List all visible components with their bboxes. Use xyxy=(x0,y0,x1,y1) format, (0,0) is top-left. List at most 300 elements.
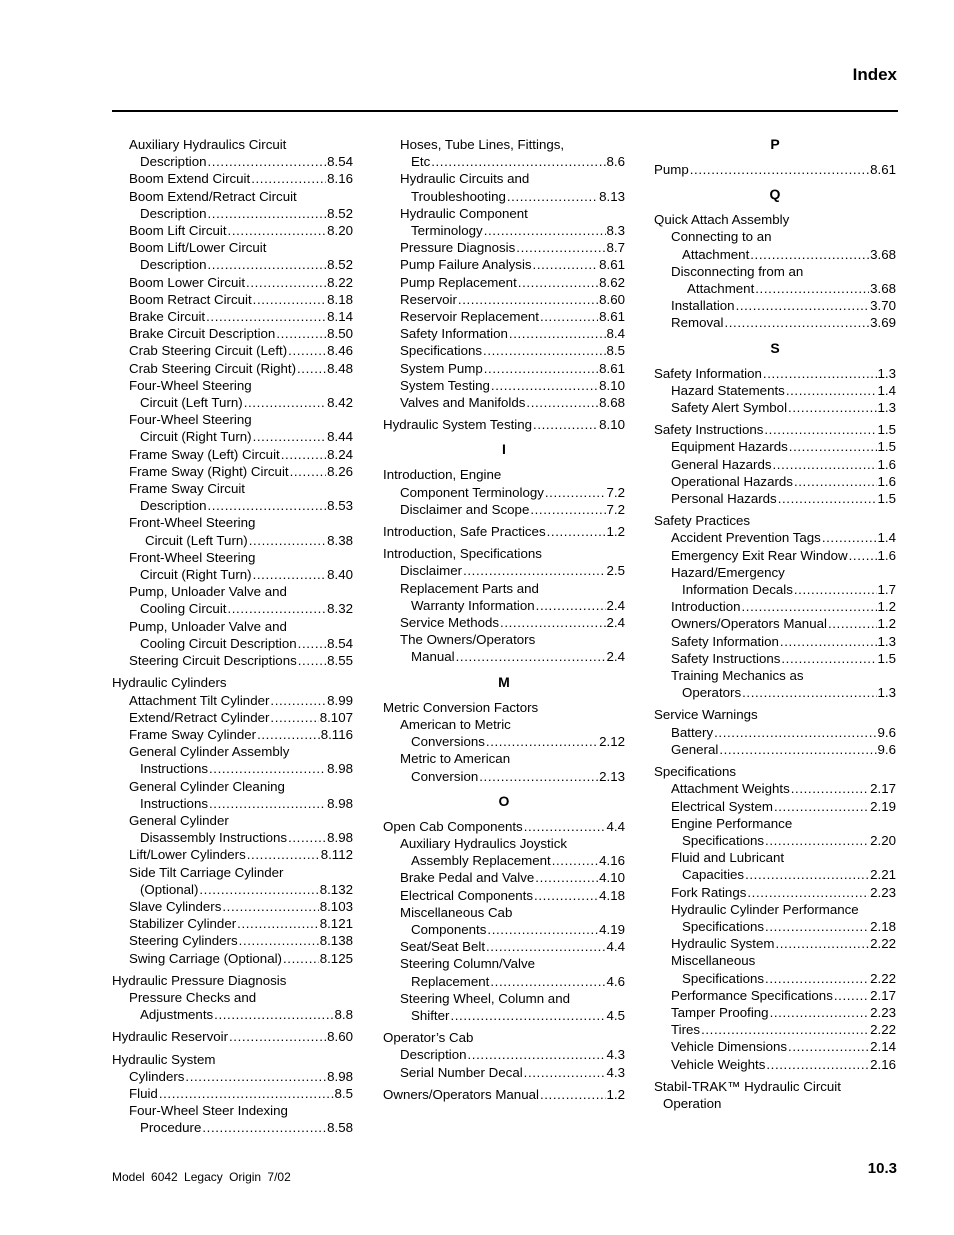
dot-leader xyxy=(536,597,606,614)
index-entry-page: 8.98 xyxy=(327,795,353,811)
index-entry-term: General xyxy=(671,741,719,757)
index-entry-term: Hydraulic Circuits and xyxy=(400,171,530,187)
index-entry xyxy=(383,631,625,648)
dot-leader xyxy=(780,633,877,650)
index-entry xyxy=(654,741,896,758)
dot-leader xyxy=(701,1021,869,1038)
index-entry-term: Hazard/Emergency xyxy=(671,564,785,580)
index-entry-term: Disclaimer xyxy=(400,563,463,579)
index-entry-term: Instructions xyxy=(140,795,208,811)
index-entry xyxy=(112,618,353,635)
index-entry-term: Troubleshooting xyxy=(411,188,506,204)
index-entry xyxy=(654,564,896,581)
index-entry-page: 8.61 xyxy=(599,257,625,273)
dot-leader xyxy=(745,866,869,883)
dot-leader xyxy=(209,795,326,812)
index-entry-page: 8.116 xyxy=(320,726,353,742)
dot-leader xyxy=(794,473,877,490)
index-entry-page: 8.98 xyxy=(327,830,353,846)
dot-leader xyxy=(253,566,327,583)
index-entry-term: Battery xyxy=(671,724,714,740)
dot-leader xyxy=(552,852,598,869)
index-entry-page: 2.16 xyxy=(870,1056,896,1072)
index-entry-page: 1.2 xyxy=(877,616,896,632)
index-entry-page: 3.70 xyxy=(870,298,896,314)
index-entry-term: Cylinders xyxy=(129,1068,185,1084)
index-entry-term: Component Terminology xyxy=(400,484,544,500)
index-entry xyxy=(383,699,625,716)
index-entry-term: Frame Sway (Right) Circuit xyxy=(129,463,289,479)
index-entry-page: 8.54 xyxy=(327,635,353,651)
dot-leader xyxy=(507,188,598,205)
index-entry-page: 8.3 xyxy=(606,223,625,239)
index-entry-page: 1.6 xyxy=(877,456,896,472)
index-entry-page: 8.121 xyxy=(319,916,353,932)
dot-leader xyxy=(741,598,876,615)
dot-leader xyxy=(500,614,605,631)
index-entry xyxy=(383,153,625,170)
index-entry-page: 2.12 xyxy=(599,734,625,750)
dot-leader xyxy=(774,798,869,815)
index-entry-page: 8.18 xyxy=(327,291,353,307)
index-entry-page: 4.4 xyxy=(606,818,625,834)
index-entry-term: Safety Instructions xyxy=(654,422,764,438)
index-entry-term: Hydraulic Pressure Diagnosis xyxy=(112,972,287,988)
dot-leader xyxy=(766,1056,869,1073)
index-entry-term: Lift/Lower Cylinders xyxy=(129,847,246,863)
index-entry-term: Circuit (Right Turn) xyxy=(140,429,252,445)
index-entry xyxy=(654,633,896,650)
index-entry xyxy=(654,935,896,952)
dot-leader xyxy=(283,950,319,967)
index-entry-page: 3.68 xyxy=(870,281,896,297)
index-entry-term: Operators xyxy=(682,685,742,701)
index-entry-page: 8.16 xyxy=(327,171,353,187)
index-entry-term: Safety Practices xyxy=(654,513,751,529)
index-entry-term: Pressure Checks and xyxy=(129,989,257,1005)
dot-leader xyxy=(237,915,319,932)
dot-leader xyxy=(518,274,598,291)
index-entry xyxy=(383,750,625,767)
index-entry-term: Description xyxy=(140,154,207,170)
index-entry-term: System Testing xyxy=(400,377,490,393)
index-entry xyxy=(112,205,353,222)
index-entry-term: Description xyxy=(140,498,207,514)
dot-leader xyxy=(253,428,327,445)
section-letter: O xyxy=(498,792,510,809)
index-entry xyxy=(383,597,625,614)
index-entry-term: Reservoir xyxy=(400,291,457,307)
index-entry-page: 4.16 xyxy=(599,853,625,869)
index-entry-page: 8.52 xyxy=(327,257,353,273)
index-entry-page: 1.6 xyxy=(877,547,896,563)
dot-leader xyxy=(773,456,877,473)
index-entry xyxy=(112,377,353,394)
index-entry-term: Slave Cylinders xyxy=(129,898,222,914)
index-entry-page: 8.98 xyxy=(327,1068,353,1084)
index-entry xyxy=(654,884,896,901)
index-entry-page: 1.7 xyxy=(877,582,896,598)
index-entry xyxy=(383,325,625,342)
dot-leader xyxy=(484,222,606,239)
index-entry-term: Four-Wheel Steering xyxy=(129,412,252,428)
dot-leader xyxy=(483,342,605,359)
index-entry-term: Introduction, Safe Practices xyxy=(383,524,546,540)
index-entry xyxy=(112,291,353,308)
dot-leader xyxy=(458,291,598,308)
index-entry xyxy=(654,211,896,228)
index-entry xyxy=(654,382,896,399)
index-entry-page: 8.14 xyxy=(327,309,353,325)
index-entry-term: Specifications xyxy=(654,764,737,780)
index-entry-term: Specifications xyxy=(400,343,483,359)
index-entry xyxy=(383,188,625,205)
index-entry xyxy=(383,1046,625,1063)
index-entry xyxy=(112,325,353,342)
index-entry-page: 2.20 xyxy=(870,832,896,848)
index-entry xyxy=(654,866,896,883)
index-entry xyxy=(112,549,353,566)
index-entry xyxy=(654,490,896,507)
index-entry-page: 8.32 xyxy=(327,601,353,617)
index-entry-term: Circuit (Left Turn) xyxy=(145,532,248,548)
index-entry-term: Components xyxy=(411,921,487,937)
index-entry-term: Disassembly Instructions xyxy=(140,830,288,846)
index-entry xyxy=(112,239,353,256)
index-entry-term: Boom Lift/Lower Circuit xyxy=(129,240,267,256)
index-entry-term: Pump, Unloader Valve and xyxy=(129,584,287,600)
index-entry xyxy=(654,1095,896,1112)
dot-leader xyxy=(206,308,326,325)
index-entry-term: Circuit (Left Turn) xyxy=(140,395,243,411)
index-entry xyxy=(654,763,896,780)
index-entry-page: 8.53 xyxy=(327,498,353,514)
index-entry xyxy=(112,778,353,795)
index-entry xyxy=(654,706,896,723)
index-entry-term: Frame Sway (Left) Circuit xyxy=(129,446,280,462)
index-entry-page: 8.138 xyxy=(319,933,353,949)
index-entry-page: 1.4 xyxy=(877,530,896,546)
index-entry-term: Information Decals xyxy=(682,582,793,598)
index-entry xyxy=(112,898,353,915)
index-entry-term: Hydraulic System xyxy=(112,1051,216,1067)
index-entry xyxy=(112,652,353,669)
index-entry xyxy=(383,1007,625,1024)
index-entry xyxy=(383,716,625,733)
index-entry xyxy=(383,342,625,359)
index-entry-page: 2.23 xyxy=(870,1004,896,1020)
index-entry-page: 2.21 xyxy=(870,867,896,883)
index-entry xyxy=(383,921,625,938)
index-entry-term: Tires xyxy=(671,1022,701,1038)
dot-leader xyxy=(491,377,598,394)
index-entry-page: 8.10 xyxy=(599,377,625,393)
index-entry-page: 2.22 xyxy=(870,970,896,986)
index-entry-page: 8.42 xyxy=(327,395,353,411)
section-letter: I xyxy=(502,441,506,458)
dot-leader xyxy=(763,365,877,382)
index-entry-term: Safety Information xyxy=(400,326,508,342)
index-entry-term: Quick Attach Assembly xyxy=(654,212,790,228)
index-entry-term: General Cylinder Cleaning xyxy=(129,778,285,794)
index-entry-term: Front-Wheel Steering xyxy=(129,549,256,565)
index-entry-term: Electrical Components xyxy=(400,887,534,903)
dot-leader xyxy=(185,1068,326,1085)
index-entry-term: Description xyxy=(140,257,207,273)
dot-leader xyxy=(535,869,598,886)
index-entry-term: Metric to American xyxy=(400,751,511,767)
index-entry-term: Hydraulic Cylinder Performance xyxy=(671,901,859,917)
index-entry-term: Operation xyxy=(663,1095,722,1111)
index-entry xyxy=(383,394,625,411)
index-entry-page: 8.52 xyxy=(327,205,353,221)
index-entry-page: 8.8 xyxy=(334,1007,353,1023)
index-entry-page: 2.4 xyxy=(606,649,625,665)
index-entry xyxy=(654,849,896,866)
dot-leader xyxy=(209,760,326,777)
index-entry xyxy=(112,1028,353,1045)
index-entry-term: Serial Number Decal xyxy=(400,1064,523,1080)
index-entry-page: 8.40 xyxy=(327,567,353,583)
dot-leader xyxy=(524,818,606,835)
dot-leader xyxy=(208,153,327,170)
dot-leader xyxy=(214,1006,333,1023)
index-entry-page: 2.17 xyxy=(870,781,896,797)
index-entry-term: Pump xyxy=(654,162,689,177)
index-entry xyxy=(383,222,625,239)
index-entry xyxy=(112,743,353,760)
index-entry xyxy=(112,566,353,583)
index-entry-term: Adjustments xyxy=(140,1007,214,1023)
index-entry xyxy=(654,263,896,280)
dot-leader xyxy=(775,935,869,952)
index-entry xyxy=(112,153,353,170)
index-entry xyxy=(654,815,896,832)
index-entry-term: General Cylinder xyxy=(129,812,229,828)
section-letter: Q xyxy=(769,186,781,203)
index-entry-term: Hydraulic System xyxy=(671,936,775,952)
index-entry-term: Reservoir Replacement xyxy=(400,309,539,325)
index-entry-page: 8.61 xyxy=(870,162,896,177)
section-letter: S xyxy=(770,339,780,356)
index-entry-page: 8.46 xyxy=(327,343,353,359)
index-entry xyxy=(383,416,625,433)
index-entry-page: 2.4 xyxy=(606,597,625,613)
dot-leader xyxy=(276,325,326,342)
index-entry-page: 1.5 xyxy=(877,650,896,666)
index-entry xyxy=(383,562,625,579)
index-entry-page: 2.22 xyxy=(870,1022,896,1038)
index-entry xyxy=(383,291,625,308)
index-entry xyxy=(112,274,353,291)
index-entry xyxy=(383,818,625,835)
index-entry xyxy=(383,733,625,750)
dot-leader xyxy=(545,484,606,501)
index-entry xyxy=(654,667,896,684)
dot-leader xyxy=(747,884,869,901)
index-entry-term: Cooling Circuit Description xyxy=(140,635,297,651)
index-entry-term: General Hazards xyxy=(671,456,772,472)
index-entry xyxy=(112,915,353,932)
index-entry xyxy=(112,514,353,531)
index-entry-term: Hydraulic Cylinders xyxy=(112,675,227,691)
index-entry xyxy=(654,547,896,564)
index-entry xyxy=(112,222,353,239)
index-entry-page: 1.6 xyxy=(877,473,896,489)
dot-leader xyxy=(239,932,319,949)
index-entry xyxy=(654,901,896,918)
index-entry-page: 8.13 xyxy=(599,188,625,204)
index-entry xyxy=(112,972,353,989)
dot-leader xyxy=(228,222,327,239)
index-entry-page: 8.58 xyxy=(327,1120,353,1136)
index-entry-page: 9.6 xyxy=(877,724,896,740)
index-entry-term: Tamper Proofing xyxy=(671,1004,769,1020)
index-entry-page: 4.4 xyxy=(606,939,625,955)
dot-leader xyxy=(431,153,605,170)
index-entry-term: Manual xyxy=(411,649,455,665)
index-entry-page: 1.2 xyxy=(606,1086,625,1102)
dot-leader xyxy=(530,501,605,518)
index-entry xyxy=(112,532,353,549)
index-entry xyxy=(383,648,625,665)
index-entry xyxy=(112,760,353,777)
index-entry-term: Training Mechanics as xyxy=(671,668,804,684)
index-entry xyxy=(112,1068,353,1085)
index-entry-term: Steering Wheel, Column and xyxy=(400,990,570,1006)
dot-leader xyxy=(788,1038,869,1055)
index-entry xyxy=(654,832,896,849)
index-entry-page: 9.6 xyxy=(877,741,896,757)
dot-leader xyxy=(208,256,327,273)
dot-leader xyxy=(690,161,869,178)
index-entry-term: Pressure Diagnosis xyxy=(400,240,516,256)
index-entry-term: Description xyxy=(140,205,207,221)
dot-leader xyxy=(450,1007,605,1024)
index-entry xyxy=(383,239,625,256)
index-entry-term: Safety Information xyxy=(654,365,762,381)
index-entry-term: Fluid and Lubricant xyxy=(671,850,785,866)
dot-leader xyxy=(794,581,877,598)
index-entry-term: Valves and Manifolds xyxy=(400,395,526,411)
index-entry xyxy=(112,446,353,463)
index-entry-term: Steering Column/Valve xyxy=(400,956,536,972)
dot-leader xyxy=(828,615,877,632)
dot-leader xyxy=(486,733,598,750)
index-entry xyxy=(654,228,896,245)
dot-leader xyxy=(270,692,326,709)
index-entry-term: Disclaimer and Scope xyxy=(400,501,530,517)
index-entry xyxy=(654,1056,896,1073)
dot-leader xyxy=(524,1064,606,1081)
index-entry-page: 8.24 xyxy=(327,446,353,462)
index-entry xyxy=(112,635,353,652)
dot-leader xyxy=(789,438,877,455)
dot-leader xyxy=(526,394,598,411)
index-entry-term: Terminology xyxy=(411,223,483,239)
index-entry-page: 8.98 xyxy=(327,761,353,777)
index-entry xyxy=(383,274,625,291)
index-entry-term: Fork Ratings xyxy=(671,884,747,900)
index-entry-page: 8.112 xyxy=(320,847,353,863)
index-entry xyxy=(654,297,896,314)
index-entry-term: Safety Information xyxy=(671,633,779,649)
dot-leader xyxy=(778,490,877,507)
index-entry-term: Vehicle Dimensions xyxy=(671,1039,788,1055)
dot-leader xyxy=(764,421,876,438)
index-entry xyxy=(383,170,625,187)
index-entry xyxy=(654,650,896,667)
dot-leader xyxy=(540,1086,606,1103)
index-entry-term: Owners/Operators Manual xyxy=(671,616,827,632)
index-entry-term: Owners/Operators Manual xyxy=(383,1086,539,1102)
dot-leader xyxy=(270,709,318,726)
index-entry-term: Crab Steering Circuit (Left) xyxy=(129,343,288,359)
index-entry xyxy=(383,501,625,518)
dot-leader xyxy=(765,832,869,849)
dot-leader xyxy=(533,256,599,273)
index-entry xyxy=(654,952,896,969)
dot-leader xyxy=(788,399,876,416)
index-entry xyxy=(112,709,353,726)
index-entry xyxy=(112,950,353,967)
index-entry-page: 8.6 xyxy=(606,154,625,170)
index-entry-term: System Pump xyxy=(400,360,483,376)
index-entry xyxy=(112,428,353,445)
index-entry xyxy=(112,881,353,898)
index-entry-page: 4.5 xyxy=(606,1007,625,1023)
index-entry-term: Installation xyxy=(671,298,735,314)
index-entry-page: 2.17 xyxy=(870,987,896,1003)
index-entry xyxy=(383,938,625,955)
index-entry-term: Boom Lift Circuit xyxy=(129,223,227,239)
index-entry-page: 2.18 xyxy=(870,918,896,934)
index-entry-term: Pump Failure Analysis xyxy=(400,257,532,273)
index-entry-term: Attachment xyxy=(682,246,750,262)
header-divider xyxy=(112,110,898,112)
dot-leader xyxy=(227,600,326,617)
index-entry-page: 8.107 xyxy=(319,709,353,725)
index-entry xyxy=(112,497,353,514)
dot-leader xyxy=(479,768,598,785)
index-entry-page: 8.61 xyxy=(599,309,625,325)
index-entry-page: 8.5 xyxy=(334,1085,353,1101)
dot-leader xyxy=(534,887,598,904)
index-entry-page: 4.6 xyxy=(606,973,625,989)
index-entry-page: 2.22 xyxy=(870,936,896,952)
index-entry-term: Service Warnings xyxy=(654,707,758,723)
index-entry-page: 8.55 xyxy=(327,653,353,669)
index-entry-term: Pump Replacement xyxy=(400,274,517,290)
dot-leader xyxy=(463,562,605,579)
index-entry-term: Boom Retract Circuit xyxy=(129,291,252,307)
index-entry-term: Specifications xyxy=(682,832,765,848)
index-entry-page: 8.38 xyxy=(327,532,353,548)
index-entry-term: Crab Steering Circuit (Right) xyxy=(129,360,297,376)
dot-leader xyxy=(251,170,326,187)
dot-leader xyxy=(456,648,606,665)
index-entry xyxy=(654,246,896,263)
index-entry xyxy=(383,973,625,990)
dot-leader xyxy=(288,342,326,359)
index-entry-term: Brake Circuit Description xyxy=(129,326,276,342)
dot-leader xyxy=(834,987,869,1004)
index-entry xyxy=(383,377,625,394)
index-entry-term: Seat/Seat Belt xyxy=(400,939,486,955)
index-entry-term: Specifications xyxy=(682,970,765,986)
index-entry xyxy=(112,795,353,812)
dot-leader xyxy=(765,918,869,935)
